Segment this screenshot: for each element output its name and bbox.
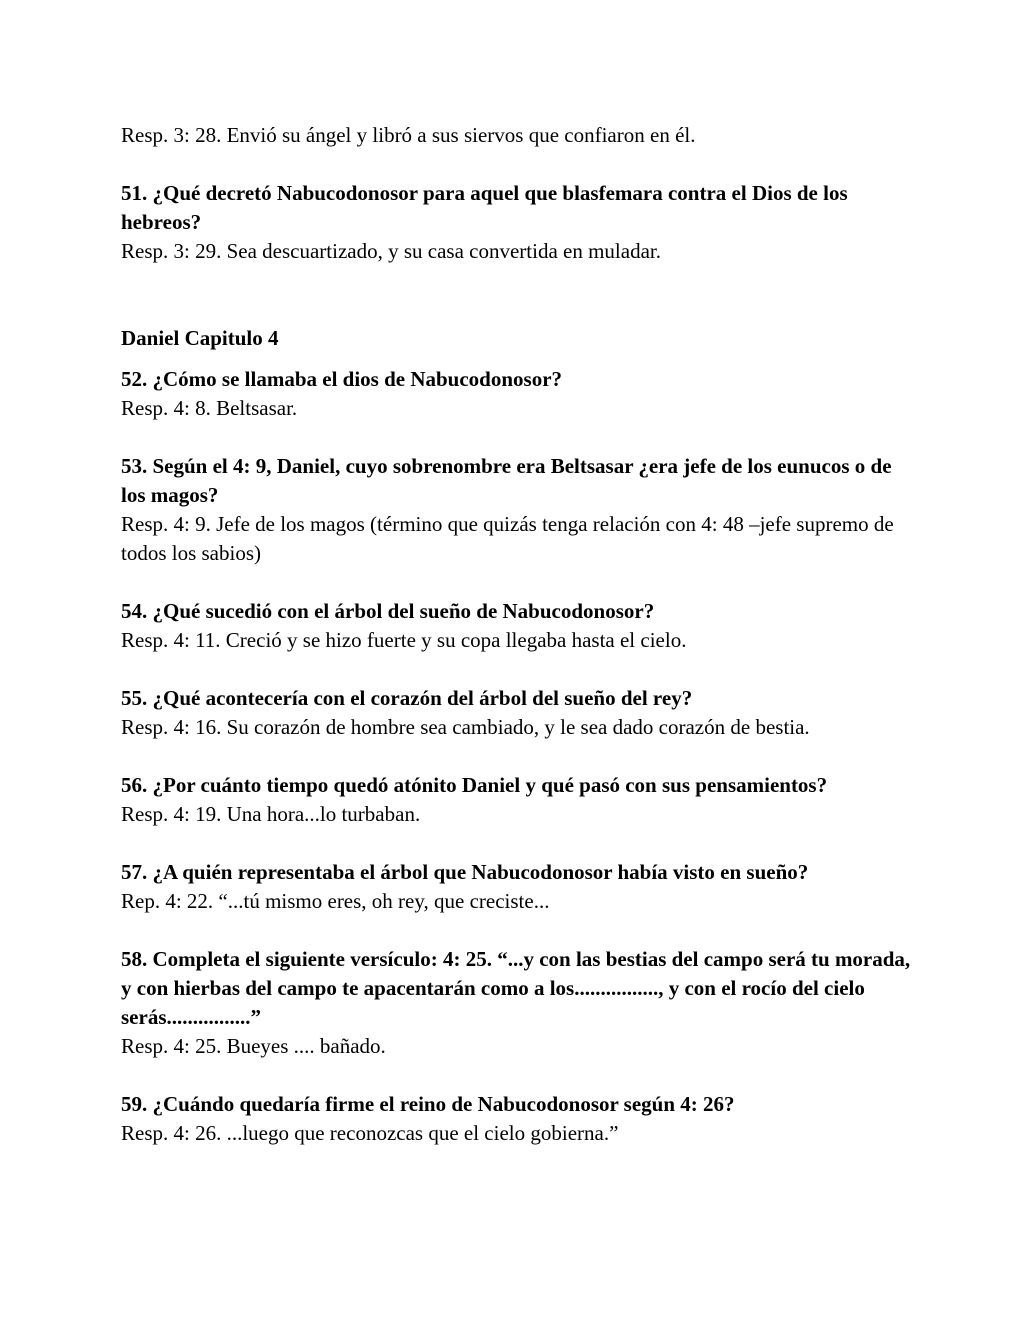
question-59: 59. ¿Cuándo quedaría firme el reino de Nabucodonosor según 4: 26? [121,1092,735,1116]
answer-59: Resp. 4: 26. ...luego que reconozcas que el cielo gobierna.” [121,1121,619,1145]
answer-54: Resp. 4: 11. Creció y se hizo fuerte y su copa llegaba hasta el cielo. [121,628,687,652]
answer-56: Resp. 4: 19. Una hora...lo turbaban. [121,802,421,826]
question-52: 52. ¿Cómo se llamaba el dios de Nabucodonosor? [121,367,563,391]
chapter-title: Daniel Capitulo 4 [121,326,279,350]
question-57: 57. ¿A quién representaba el árbol que Nabucodonosor había visto en sueño? [121,860,809,884]
qa-block-51 [121,179,911,266]
qa-block-53 [121,452,911,568]
question-58: 58. Completa el siguiente versículo: 4: 25. “...y con las bestias del campo será tu morada, y con hierbas del campo te apacentarán como a los................, y con el rocío del cielo serás................” [121,947,911,1029]
question-54: 54. ¿Qué sucedió con el árbol del sueño de Nabucodonosor? [121,599,655,623]
answer-55: Resp. 4: 16. Su corazón de hombre sea cambiado, y le sea dado corazón de bestia. [121,715,810,739]
qa-block-52 [121,365,911,423]
qa-block-59 [121,1090,911,1148]
qa-block-57 [121,858,911,916]
qa-block-54 [121,597,911,655]
qa-block-58 [121,945,911,1061]
question-55: 55. ¿Qué acontecería con el corazón del árbol del sueño del rey? [121,686,693,710]
intro-answer: Resp. 3: 28. Envió su ángel y libró a sus siervos que confiaron en él. [121,123,696,147]
question-51: 51. ¿Qué decretó Nabucodonosor para aquel que blasfemara contra el Dios de los hebreos? [121,181,848,234]
question-53: 53. Según el 4: 9, Daniel, cuyo sobrenombre era Beltsasar ¿era jefe de los eunucos o de los magos? [121,454,892,507]
answer-57: Rep. 4: 22. “...tú mismo eres, oh rey, que creciste... [121,889,550,913]
question-56: 56. ¿Por cuánto tiempo quedó atónito Daniel y qué pasó con sus pensamientos? [121,773,828,797]
answer-51: Resp. 3: 29. Sea descuartizado, y su casa convertida en muladar. [121,239,661,263]
answer-53: Resp. 4: 9. Jefe de los magos (término que quizás tenga relación con 4: 48 –jefe supremo de todos los sabios) [121,512,894,565]
document-page [121,121,911,1177]
answer-58: Resp. 4: 25. Bueyes .... bañado. [121,1034,386,1058]
qa-block-55 [121,684,911,742]
answer-52: Resp. 4: 8. Beltsasar. [121,396,298,420]
qa-block-56 [121,771,911,829]
